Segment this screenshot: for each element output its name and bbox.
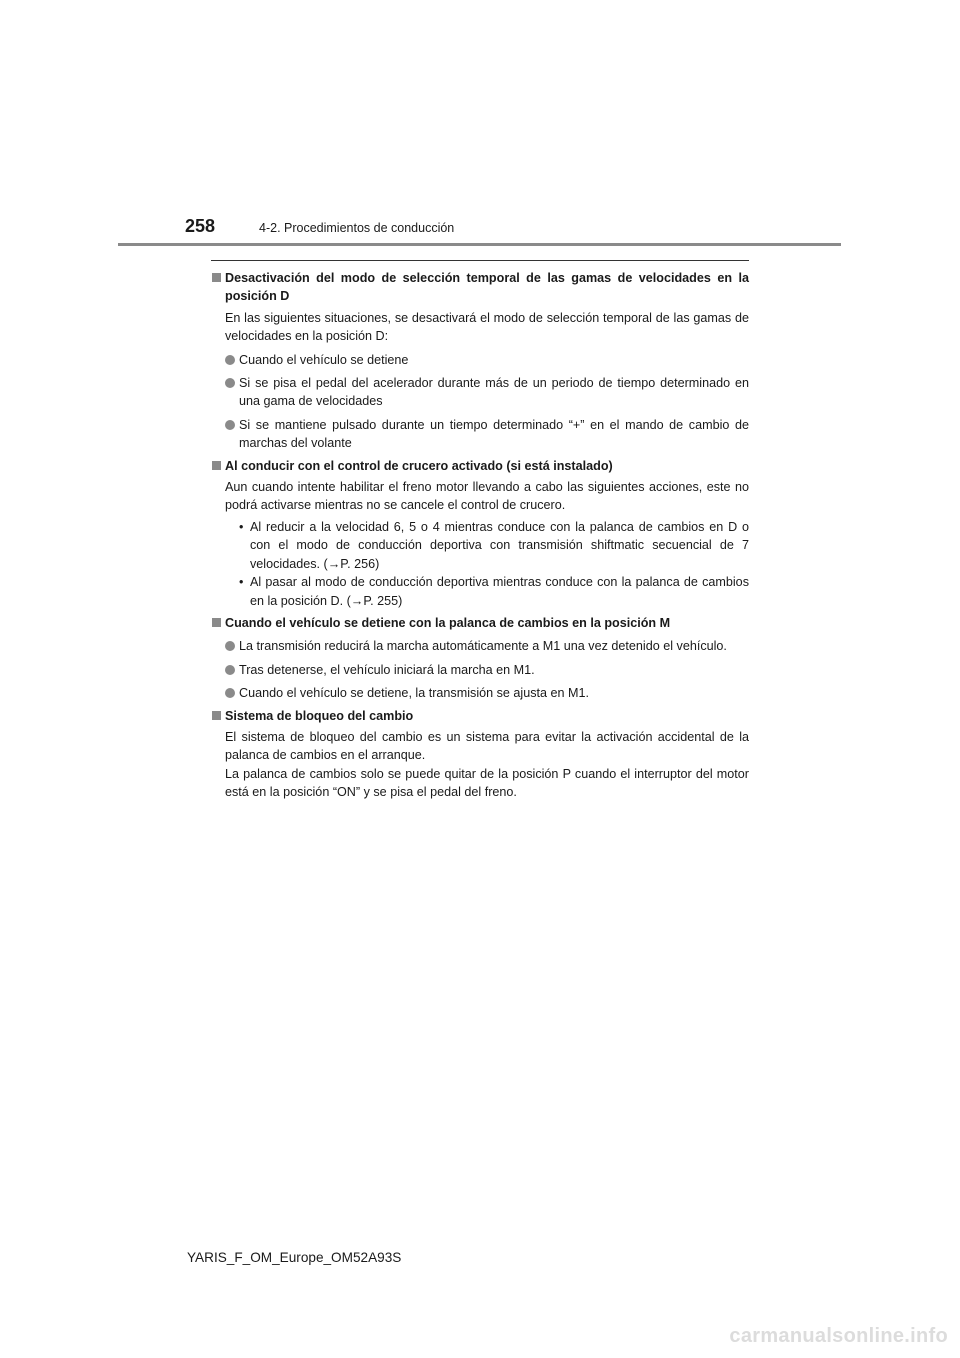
section-title: 4-2. Procedimientos de conducción xyxy=(259,221,455,235)
sub-list-item xyxy=(211,573,749,610)
sub-list-item-text: Al pasar al modo de conducción deportiva mientras conduce con la palanca de cambios en la posición D. (→P. 255) xyxy=(250,575,749,608)
content-divider xyxy=(211,260,749,261)
sub-list-item-text: Al reducir a la velocidad 6, 5 o 4 mientras conduce con la palanca de cambios en D o con el modo de conducción deportiva con transmisión shiftmatic secuencial de 7 velocidades. (→P. 256) xyxy=(250,519,749,571)
small-bullet-icon: • xyxy=(239,519,244,534)
list-item xyxy=(211,351,749,369)
list-item xyxy=(211,416,749,453)
list-item-text: Si se pisa el pedal del acelerador durante más de un periodo de tiempo determinado en una gama de velocidades xyxy=(239,376,749,409)
heading-text: Sistema de bloqueo del cambio xyxy=(225,708,414,723)
heading-text: Cuando el vehículo se detiene con la palanca de cambios en la posición M xyxy=(225,615,671,630)
list-item-text: Cuando el vehículo se detiene, la transmisión se ajusta en M1. xyxy=(239,686,590,701)
header-divider xyxy=(118,243,841,246)
square-bullet-icon xyxy=(212,711,221,720)
list-item xyxy=(211,661,749,679)
circle-bullet-icon xyxy=(225,641,235,651)
list-item-text: Si se mantiene pulsado durante un tiempo determinado “+” en el mando de cambio de marchas del volante xyxy=(239,417,749,451)
list-item xyxy=(211,374,749,411)
watermark: carmanualsonline.info xyxy=(729,1325,948,1347)
list-item-text: Cuando el vehículo se detiene xyxy=(239,352,409,367)
circle-bullet-icon xyxy=(225,420,235,430)
circle-bullet-icon xyxy=(225,378,235,388)
circle-bullet-icon xyxy=(225,355,235,365)
sub-list-item xyxy=(211,518,749,573)
list-item-text: Tras detenerse, el vehículo iniciará la marcha en M1. xyxy=(239,662,535,677)
list-item xyxy=(211,684,749,702)
small-bullet-icon: • xyxy=(239,575,244,590)
heading-text: Al conducir con el control de crucero activado (si está instalado) xyxy=(225,458,613,473)
page-number: 258 xyxy=(185,216,216,236)
section-heading xyxy=(211,269,749,306)
section-heading xyxy=(211,707,749,725)
heading-text: Desactivación del modo de selección temporal de las gamas de velocidades en la posición D xyxy=(225,271,749,304)
paragraph: El sistema de bloqueo del cambio es un sistema para evitar la activación accidental de la palanca de cambios en el arranque. xyxy=(225,729,749,763)
square-bullet-icon xyxy=(212,273,221,282)
paragraph: La palanca de cambios solo se puede quitar de la posición P cuando el interruptor del motor está en la posición “ON” y se pisa el pedal del freno. xyxy=(225,766,749,800)
list-item-text: La transmisión reducirá la marcha automáticamente a M1 una vez detenido el vehículo. xyxy=(239,639,727,654)
document-footer: YARIS_F_OM_Europe_OM52A93S xyxy=(187,1250,402,1265)
page-content xyxy=(211,267,749,802)
paragraph: En las siguientes situaciones, se desactivará el modo de selección temporal de las gamas de velocidades en la posición D: xyxy=(225,310,749,344)
circle-bullet-icon xyxy=(225,688,235,698)
list-item xyxy=(211,637,749,655)
paragraph: Aun cuando intente habilitar el freno motor llevando a cabo las siguientes acciones, este no podrá activarse mientras no se cancele el control de crucero. xyxy=(225,480,749,513)
square-bullet-icon xyxy=(212,461,221,470)
circle-bullet-icon xyxy=(225,665,235,675)
section-heading xyxy=(211,457,749,475)
square-bullet-icon xyxy=(212,618,221,627)
section-heading xyxy=(211,614,749,632)
